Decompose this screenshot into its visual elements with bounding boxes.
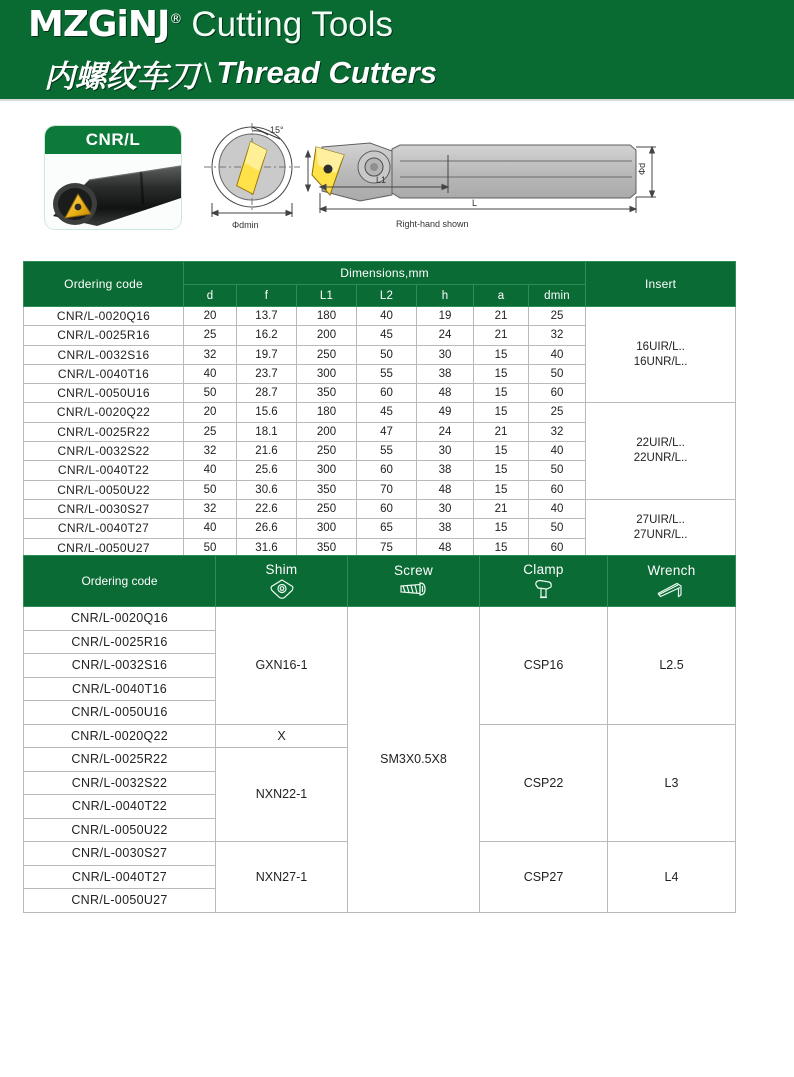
cell-ordering-code: CNR/L-0040T22 (24, 461, 184, 480)
cell-L1: 200 (297, 422, 357, 441)
cell-ordering-code: CNR/L-0050U22 (24, 480, 184, 499)
cell-ordering-code: CNR/L-0040T27 (24, 865, 216, 889)
th-dim-f: f (237, 285, 297, 307)
cell-f: 13.7 (237, 307, 297, 326)
cell-ordering-code: CNR/L-0050U27 (24, 538, 184, 557)
insert-line-1: 16UIR/L.. (636, 340, 685, 353)
header-divider (0, 99, 794, 101)
page-header (0, 0, 794, 101)
brand-logo (28, 4, 182, 45)
cell-ordering-code: CNR/L-0040T16 (24, 677, 216, 701)
cell-L1: 200 (297, 326, 357, 345)
cell-ordering-code: CNR/L-0025R16 (24, 630, 216, 654)
cell-L2: 50 (357, 345, 417, 364)
th-dim-h: h (417, 285, 474, 307)
cell-dmin: 40 (529, 442, 586, 461)
cell-L2: 60 (357, 461, 417, 480)
badge-title-bar (45, 126, 181, 154)
cell-h: 30 (417, 499, 474, 518)
cell-L2: 47 (357, 422, 417, 441)
cell-d: 20 (184, 307, 237, 326)
cell-a: 15 (474, 538, 529, 557)
accessories-table-body (24, 607, 736, 913)
cell-d: 50 (184, 538, 237, 557)
cell-ordering-code: CNR/L-0050U22 (24, 818, 216, 842)
th-dim-dmin: dmin (529, 285, 586, 307)
cell-f: 25.6 (237, 461, 297, 480)
table-header-row-top (24, 262, 736, 285)
cell-d: 32 (184, 499, 237, 518)
cell-a: 15 (474, 403, 529, 422)
cell-dmin: 25 (529, 403, 586, 422)
side-view-diagram (300, 117, 720, 237)
cell-d: 32 (184, 345, 237, 364)
product-diagram-band (0, 103, 794, 251)
th-ordering-code: Ordering code (24, 262, 184, 307)
cell-clamp: CSP22 (480, 724, 608, 842)
cell-d: 50 (184, 384, 237, 403)
cell-L2: 45 (357, 403, 417, 422)
accessories-header-row (24, 556, 736, 607)
cell-a: 15 (474, 384, 529, 403)
cell-d: 40 (184, 364, 237, 383)
insert-line-2: 16UNR/L.. (633, 355, 688, 368)
header-tagline: Cutting Tools (191, 5, 394, 44)
cell-clamp: CSP27 (480, 842, 608, 913)
th-ordering-code-2: Ordering code (24, 556, 216, 607)
cell-f: 16.2 (237, 326, 297, 345)
cell-shim: NXN27-1 (216, 842, 348, 913)
product-photo-badge (44, 125, 182, 230)
cell-insert (586, 499, 736, 557)
brand-logo-text: MZGiNJ (28, 4, 170, 45)
insert-line-2: 27UNR/L.. (633, 529, 688, 542)
l1-label-text: L1 (376, 175, 387, 185)
th-shim-label: Shim (265, 562, 298, 577)
cell-dmin: 32 (529, 422, 586, 441)
cell-L2: 40 (357, 307, 417, 326)
cell-d: 50 (184, 480, 237, 499)
cell-dmin: 32 (529, 326, 586, 345)
insert-line-2: 22UNR/L.. (633, 452, 688, 465)
dimensions-table (23, 261, 736, 558)
cell-L2: 65 (357, 519, 417, 538)
cell-ordering-code: CNR/L-0050U16 (24, 384, 184, 403)
header-line-secondary (44, 51, 437, 95)
cell-clamp: CSP16 (480, 607, 608, 725)
cell-ordering-code: CNR/L-0025R16 (24, 326, 184, 345)
cell-f: 19.7 (237, 345, 297, 364)
cell-dmin: 40 (529, 345, 586, 364)
cell-insert (586, 403, 736, 499)
dimensions-table-body (24, 307, 736, 558)
cell-L2: 45 (357, 326, 417, 345)
d-label-text: Φd (637, 162, 647, 175)
cell-a: 15 (474, 480, 529, 499)
insert-line-1: 27UIR/L.. (636, 514, 685, 527)
cell-f: 18.1 (237, 422, 297, 441)
cell-wrench: L3 (608, 724, 736, 842)
wrench-icon (655, 579, 689, 599)
cell-dmin: 50 (529, 519, 586, 538)
cell-f: 26.6 (237, 519, 297, 538)
cell-L1: 300 (297, 519, 357, 538)
cell-dmin: 60 (529, 480, 586, 499)
th-dim-a: a (474, 285, 529, 307)
cell-f: 22.6 (237, 499, 297, 518)
cell-h: 30 (417, 345, 474, 364)
table-row (24, 403, 736, 422)
th-dim-L2: L2 (357, 285, 417, 307)
cell-h: 38 (417, 519, 474, 538)
th-dim-L1: L1 (297, 285, 357, 307)
cell-shim: NXN22-1 (216, 748, 348, 842)
cell-h: 49 (417, 403, 474, 422)
cell-d: 20 (184, 403, 237, 422)
cell-L1: 180 (297, 403, 357, 422)
cell-L2: 55 (357, 364, 417, 383)
header-title-separator: \ (204, 57, 212, 88)
cell-f: 23.7 (237, 364, 297, 383)
th-screw (348, 556, 480, 607)
cell-h: 38 (417, 364, 474, 383)
th-dim-d: d (184, 285, 237, 307)
header-title-cn: 内螺纹车刀 (44, 58, 199, 95)
cell-ordering-code: CNR/L-0025R22 (24, 748, 216, 772)
angle-label-text: 15° (270, 125, 284, 135)
cell-ordering-code: CNR/L-0020Q16 (24, 607, 216, 631)
cell-a: 15 (474, 364, 529, 383)
th-shim (216, 556, 348, 607)
cell-L1: 250 (297, 499, 357, 518)
cell-d: 40 (184, 461, 237, 480)
cell-a: 15 (474, 519, 529, 538)
cell-L2: 55 (357, 442, 417, 461)
cell-h: 48 (417, 480, 474, 499)
cell-wrench: L4 (608, 842, 736, 913)
cell-ordering-code: CNR/L-0050U16 (24, 701, 216, 725)
cell-ordering-code: CNR/L-0020Q22 (24, 724, 216, 748)
table-row (24, 607, 736, 631)
table-row (24, 499, 736, 518)
cell-d: 25 (184, 422, 237, 441)
cell-shim: X (216, 724, 348, 748)
cell-ordering-code: CNR/L-0040T27 (24, 519, 184, 538)
header-line-primary (28, 2, 393, 48)
cell-a: 21 (474, 499, 529, 518)
cell-ordering-code: CNR/L-0030S27 (24, 499, 184, 518)
cell-L1: 300 (297, 364, 357, 383)
cell-a: 21 (474, 326, 529, 345)
cell-ordering-code: CNR/L-0020Q22 (24, 403, 184, 422)
cell-L1: 250 (297, 345, 357, 364)
cell-ordering-code: CNR/L-0040T16 (24, 364, 184, 383)
th-clamp (480, 556, 608, 607)
cell-a: 21 (474, 307, 529, 326)
cell-h: 38 (417, 461, 474, 480)
cell-h: 48 (417, 538, 474, 557)
cell-L1: 300 (297, 461, 357, 480)
cell-insert (586, 307, 736, 403)
dmin-label-text: Φdmin (232, 220, 259, 230)
cell-L1: 180 (297, 307, 357, 326)
cell-L1: 350 (297, 538, 357, 557)
accessories-table (23, 555, 736, 913)
cell-ordering-code: CNR/L-0025R22 (24, 422, 184, 441)
cell-shim: GXN16-1 (216, 607, 348, 725)
th-wrench (608, 556, 736, 607)
cell-f: 21.6 (237, 442, 297, 461)
l-label-text: L (472, 198, 478, 208)
th-wrench-label: Wrench (647, 563, 696, 578)
cell-ordering-code: CNR/L-0032S16 (24, 654, 216, 678)
cell-dmin: 40 (529, 499, 586, 518)
insert-line-1: 22UIR/L.. (636, 437, 685, 450)
cell-dmin: 50 (529, 461, 586, 480)
registered-mark-icon: ® (169, 12, 182, 27)
screw-icon (397, 579, 431, 599)
cell-wrench: L2.5 (608, 607, 736, 725)
cell-L1: 350 (297, 480, 357, 499)
cell-f: 30.6 (237, 480, 297, 499)
cell-L2: 60 (357, 499, 417, 518)
cell-f: 31.6 (237, 538, 297, 557)
table-row (24, 307, 736, 326)
cell-screw: SM3X0.5X8 (348, 607, 480, 913)
cell-h: 48 (417, 384, 474, 403)
cell-h: 19 (417, 307, 474, 326)
cell-ordering-code: CNR/L-0030S27 (24, 842, 216, 866)
shim-icon (269, 578, 295, 600)
cell-dmin: 50 (529, 364, 586, 383)
cell-ordering-code: CNR/L-0050U27 (24, 889, 216, 913)
cell-d: 25 (184, 326, 237, 345)
cell-a: 15 (474, 442, 529, 461)
cell-h: 24 (417, 326, 474, 345)
cell-ordering-code: CNR/L-0032S22 (24, 442, 184, 461)
cell-L2: 70 (357, 480, 417, 499)
cell-a: 15 (474, 345, 529, 364)
cell-L2: 60 (357, 384, 417, 403)
cell-dmin: 60 (529, 538, 586, 557)
cell-dmin: 25 (529, 307, 586, 326)
header-title-en: Thread Cutters (216, 55, 437, 90)
cell-a: 15 (474, 461, 529, 480)
cell-ordering-code: CNR/L-0032S16 (24, 345, 184, 364)
th-dimensions-group: Dimensions,mm (184, 262, 586, 285)
cell-ordering-code: CNR/L-0020Q16 (24, 307, 184, 326)
th-clamp-label: Clamp (523, 562, 564, 577)
cell-L1: 350 (297, 384, 357, 403)
cell-f: 28.7 (237, 384, 297, 403)
cell-dmin: 60 (529, 384, 586, 403)
cell-h: 30 (417, 442, 474, 461)
th-insert: Insert (586, 262, 736, 307)
clamp-icon (531, 578, 557, 600)
cross-section-diagram (196, 117, 316, 232)
cell-h: 24 (417, 422, 474, 441)
cell-L2: 75 (357, 538, 417, 557)
cell-ordering-code: CNR/L-0040T22 (24, 795, 216, 819)
cell-ordering-code: CNR/L-0032S22 (24, 771, 216, 795)
product-photo (45, 154, 181, 229)
cell-d: 32 (184, 442, 237, 461)
cell-L1: 250 (297, 442, 357, 461)
badge-label: CNR/L (85, 130, 141, 149)
diagram-caption-text: Right-hand shown (396, 219, 469, 229)
cell-f: 15.6 (237, 403, 297, 422)
cell-a: 21 (474, 422, 529, 441)
cell-d: 40 (184, 519, 237, 538)
th-screw-label: Screw (393, 563, 433, 578)
